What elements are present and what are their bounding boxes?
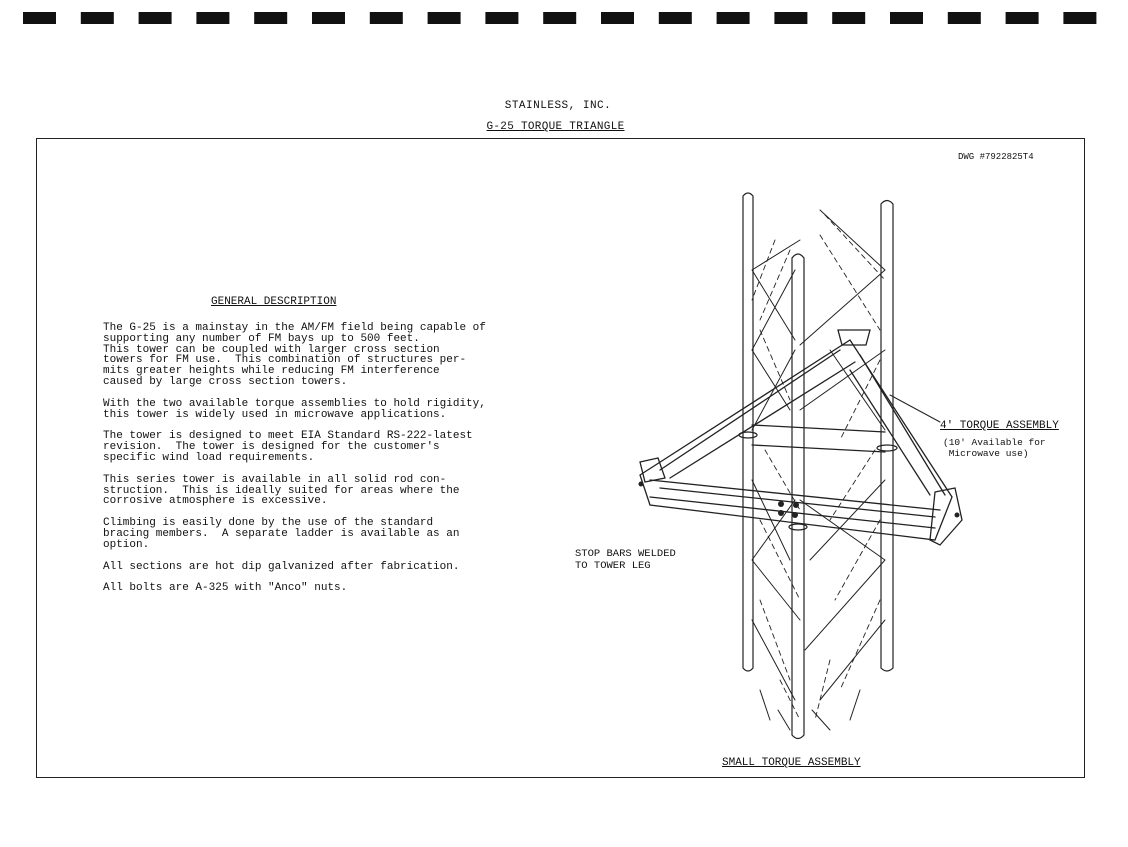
tower-legs <box>743 193 893 739</box>
small-torque-label: SMALL TORQUE ASSEMBLY <box>722 757 861 769</box>
description-paragraph: All sections are hot dip galvanized after fabrication. <box>103 560 460 573</box>
punch-hole <box>428 12 461 24</box>
general-description <box>103 323 513 605</box>
punch-hole <box>774 12 807 24</box>
punch-hole <box>717 12 750 24</box>
punch-hole <box>948 12 981 24</box>
torque-assembly-label: 4' TORQUE ASSEMBLY <box>940 420 1059 432</box>
stop-bars-label: STOP BARS WELDED TO TOWER LEG <box>575 548 676 572</box>
punch-hole <box>254 12 287 24</box>
punch-strip <box>0 0 1128 30</box>
punch-hole <box>81 12 114 24</box>
tower-bracing <box>752 210 885 730</box>
punch-hole <box>1006 12 1039 24</box>
drawing-number: DWG #7922825T4 <box>958 152 1034 162</box>
punch-hole <box>890 12 923 24</box>
bolt-holes <box>639 482 960 519</box>
page-title: G-25 TORQUE TRIANGLE <box>486 121 625 133</box>
description-paragraph: This series tower is available in all solid rod con- struction. This is ideally suited for areas where the corrosive atmosphere is excessive. <box>103 473 460 508</box>
punch-hole <box>832 12 865 24</box>
punch-hole <box>196 12 229 24</box>
punch-hole <box>139 12 172 24</box>
company-name: STAINLESS, INC. <box>504 100 612 112</box>
description-paragraph: Climbing is easily done by the use of the standard bracing members. A separate ladder is available as an option. <box>103 517 460 551</box>
punch-hole <box>485 12 518 24</box>
punch-hole <box>23 12 56 24</box>
description-paragraph: All bolts are A-325 with "Anco" nuts. <box>103 582 348 595</box>
punch-hole <box>601 12 634 24</box>
description-paragraph: The G-25 is a mainstay in the AM/FM field being capable of supporting any number of FM bays up to 500 feet. This tower can be coupled with larger cross section towers for FM use. This combination of structures per- mits greater heights while reducing FM interference caused by large cross section towers. <box>103 322 486 388</box>
tower-drawing <box>560 185 990 745</box>
punch-hole <box>370 12 403 24</box>
punch-hole <box>543 12 576 24</box>
punch-hole <box>1063 12 1096 24</box>
torque-triangle <box>640 330 962 545</box>
section-heading: GENERAL DESCRIPTION <box>211 296 337 308</box>
description-paragraph: The tower is designed to meet EIA Standard RS-222-latest revision. The tower is designed for the customer's specific wind load requirements. <box>103 430 473 464</box>
microwave-note: (10' Available for Microwave use) <box>943 437 1046 459</box>
punch-hole <box>312 12 345 24</box>
punch-hole <box>659 12 692 24</box>
description-paragraph: With the two available torque assemblies to hold rigidity, this tower is widely used in microwave applications. <box>103 397 486 421</box>
